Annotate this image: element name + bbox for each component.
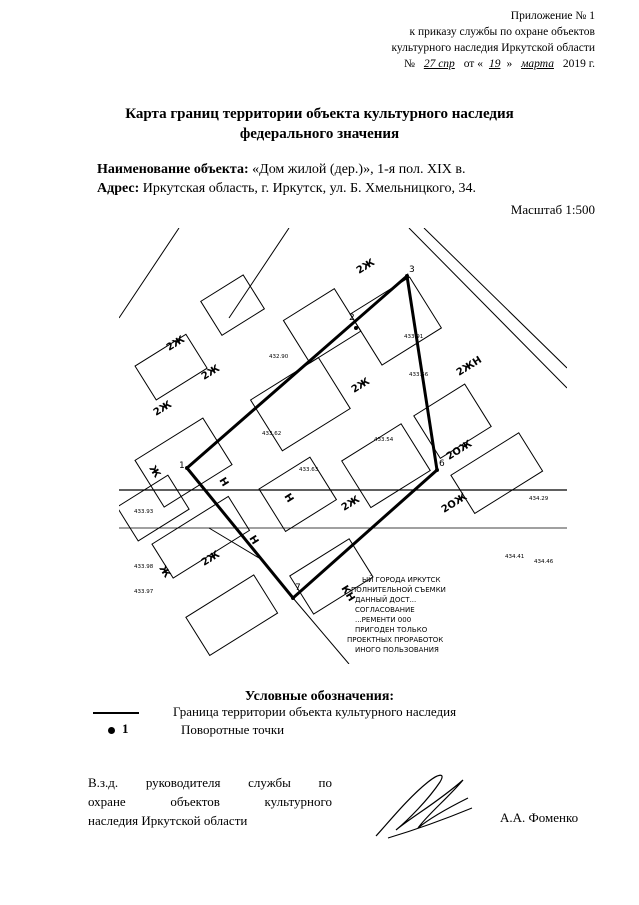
handwritten-signature	[368, 768, 478, 843]
turning-point-label: 3	[409, 265, 415, 275]
legend-boundary-text: Граница территории объекта культурного наследия	[173, 704, 457, 719]
turning-point-label: 1	[179, 461, 185, 471]
object-name-row	[97, 160, 476, 179]
building-label: 2ОЖ	[439, 491, 470, 516]
building	[186, 575, 278, 656]
legend-boundary-symbol	[93, 712, 139, 714]
legend-point-symbol	[108, 727, 115, 734]
building	[201, 275, 265, 335]
building-label: 2Ж	[199, 363, 222, 383]
building-label: КН	[338, 583, 357, 604]
date-year: 2019 г.	[562, 58, 595, 70]
legend-title: Условные обозначения:	[244, 689, 395, 704]
date-day: 19	[488, 58, 501, 70]
stamp-line: ПОЛНИТЕЛЬНОЙ СЪЕМКИ	[351, 586, 446, 594]
legend-point-number: 1	[122, 721, 129, 736]
number-prefix: №	[403, 58, 415, 70]
appendix-line1: Приложение № 1	[510, 10, 595, 22]
object-address-row	[97, 179, 476, 198]
building-label: Н	[216, 475, 231, 489]
elevation-mark: 433.97	[134, 589, 154, 595]
building-label: 2Ж	[349, 376, 372, 396]
map-scale: Масштаб 1:500	[510, 202, 595, 217]
turning-point-label: 2	[349, 313, 355, 323]
building-label: 2Ж	[164, 334, 187, 354]
building-label: 2Ж	[354, 257, 377, 277]
signatory-line1: В.з.д. руководителя службы по	[88, 775, 332, 790]
title-line2: федерального значения	[239, 126, 400, 142]
signatory-line3: наследия Иркутской области	[88, 813, 248, 828]
elevation-mark: 434.41	[505, 554, 525, 560]
appendix-number-line: № 27 спр от « 19 » марта 2019 г.	[403, 58, 595, 70]
object-info	[97, 160, 476, 198]
appendix-header	[392, 8, 596, 72]
title-line1: Карта границ территории объекта культурного наследия	[125, 106, 514, 122]
stamp-line: ДАННЫЙ ДОСТ...	[355, 596, 417, 604]
building-label: Н	[281, 491, 296, 505]
map-stamp	[347, 575, 446, 654]
heritage-boundary	[187, 276, 437, 598]
building	[259, 457, 336, 531]
appendix-line2: к приказу службы по охране объектов	[409, 26, 595, 38]
building-label: Н	[246, 533, 261, 547]
stamp-line: ПРОЕКТНЫХ ПРОРАБОТОК	[347, 636, 444, 644]
signatory-name: А.А. Фоменко	[500, 810, 579, 825]
stamp-line: ЫЙ ГОРОДА ИРКУТСК	[362, 576, 441, 584]
elevation-mark: 433.91	[404, 334, 424, 340]
building-label: 2Ж	[339, 494, 362, 514]
turning-point-label: 6	[439, 459, 445, 469]
object-address-value: Иркутская область, г. Иркутск, ул. Б. Хмельницкого, 34.	[139, 181, 477, 196]
elevation-mark: 433.93	[134, 509, 154, 515]
signatory-position	[88, 773, 332, 830]
stamp-line: СОГЛАСОВАНИЕ	[355, 606, 415, 614]
elevation-mark: 433.62	[262, 431, 282, 437]
building-label: 2Ж	[151, 399, 174, 419]
legend-points-text: Поворотные точки	[181, 722, 285, 737]
signatory-line2: охране объектов культурного	[88, 794, 332, 809]
building-label: Ж	[146, 463, 163, 480]
elevation-mark: 433.54	[374, 437, 394, 443]
elevation-mark: 434.46	[534, 559, 554, 565]
document-title	[0, 104, 639, 144]
stamp-line: ПРИГОДЕН ТОЛЬКО	[355, 626, 428, 634]
building	[350, 277, 441, 365]
building-label: Ж	[156, 563, 173, 580]
appendix-line3: культурного наследия Иркутской области	[391, 42, 595, 54]
object-address-label: Адрес:	[97, 181, 140, 196]
elevation-mark: 433.56	[409, 372, 429, 378]
stamp-line: ...РЕМЕНТИ 000	[355, 616, 412, 624]
elevation-mark: 433.98	[134, 564, 154, 570]
elevation-mark: 432.90	[269, 354, 289, 360]
cadastral-map	[119, 228, 567, 664]
building-label: 2Ж	[199, 549, 222, 569]
order-number: 27 спр	[423, 58, 455, 70]
building-label: 2ЖН	[454, 354, 484, 379]
building	[119, 475, 189, 541]
stamp-line: ИНОГО ПОЛЬЗОВАНИЯ	[355, 646, 439, 654]
elevation-mark: 433.63	[299, 467, 319, 473]
date-month: марта	[521, 58, 554, 70]
object-name-label: Наименование объекта:	[97, 162, 249, 177]
date-from: от	[463, 58, 475, 70]
turning-point-label: 7	[295, 583, 301, 593]
object-name-value: «Дом жилой (дер.)», 1-я пол. XIX в.	[248, 162, 466, 177]
elevation-mark: 434.29	[529, 496, 549, 502]
building-label: 2ОЖ	[444, 438, 475, 463]
map-drawing	[119, 228, 567, 664]
